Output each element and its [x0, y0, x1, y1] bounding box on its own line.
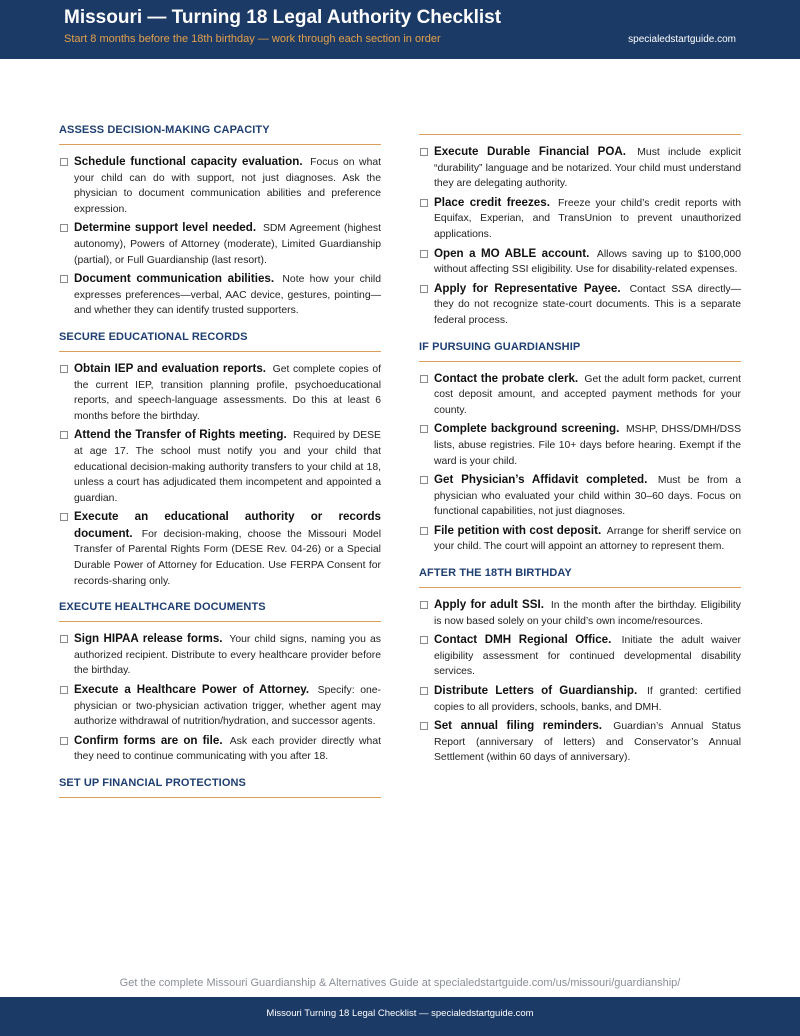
checkbox-icon[interactable]	[420, 375, 428, 383]
checklist-section-after-the-18th-birthday	[419, 567, 741, 766]
checkbox-icon[interactable]	[60, 737, 68, 745]
checklist-item	[59, 682, 381, 730]
checklist-item	[59, 427, 381, 506]
checkbox-icon[interactable]	[60, 365, 68, 373]
checklist-item	[59, 733, 381, 765]
checklist-item	[419, 421, 741, 469]
checklist-item	[419, 144, 741, 192]
item-text	[74, 154, 381, 217]
page-title: Missouri — Turning 18 Legal Authority Checklist	[64, 7, 502, 28]
checkbox-icon[interactable]	[420, 250, 428, 258]
section-divider	[419, 130, 741, 135]
item-lead: Execute Durable Financial POA.	[434, 145, 627, 158]
item-text	[434, 371, 741, 419]
item-text	[74, 271, 381, 319]
checklist-section-continued	[419, 130, 741, 329]
item-lead: Sign HIPAA release forms.	[74, 632, 223, 646]
checkbox-icon[interactable]	[60, 158, 68, 166]
item-body: Required by DESE at age 17. The school must notify you and your child that educational decision-making authority transfers to your child at 18, unless a court has adjudicated them incompetent and appointed a guardian.	[74, 430, 381, 504]
checklist-item	[59, 220, 381, 268]
item-lead: Apply for Representative Payee.	[434, 281, 621, 295]
item-lead: Contact DMH Regional Office.	[434, 633, 612, 647]
checklist-item	[419, 195, 741, 243]
item-lead: Determine support level needed.	[74, 221, 257, 235]
item-body: For decision-making, choose the Missouri Model Transfer of Parental Rights Form (DESE Rev. 04-26) or a Special Durable Power of Attorney for Education. Use FERPA Consent for records-sharing only.	[74, 528, 382, 587]
item-body: Initiate the adult waiver eligibility assessment for continued developmental disability services.	[434, 635, 741, 678]
item-lead: Execute an educational authority or records document.	[74, 510, 381, 540]
section-heading: AFTER THE 18TH BIRTHDAY	[419, 567, 741, 588]
item-lead: Document communication abilities.	[74, 272, 275, 286]
item-text	[434, 523, 741, 555]
item-body: If granted: certified copies to all providers, schools, banks, and DMH.	[434, 686, 741, 713]
checkbox-icon[interactable]	[60, 224, 68, 232]
section-heading: SECURE EDUCATIONAL RECORDS	[59, 331, 381, 352]
checklist-item	[419, 281, 741, 329]
item-text	[74, 427, 381, 506]
item-body: Note how your child expresses preferences—verbal, AAC device, gestures, pointing—and whether they can identify trusted supporters.	[74, 274, 381, 317]
item-lead: Obtain IEP and evaluation reports.	[74, 361, 267, 375]
item-text	[434, 144, 741, 192]
item-lead: Execute a Healthcare Power of Attorney.	[74, 683, 310, 697]
item-text	[74, 631, 381, 679]
checklist-item	[59, 509, 381, 589]
item-lead: Schedule functional capacity evaluation.	[74, 155, 303, 168]
checkbox-icon[interactable]	[60, 513, 68, 521]
guide-cta[interactable]: Get the complete Missouri Guardianship & Alternatives Guide at specialedstartguide.com/us/missouri/guardianship/	[119, 977, 681, 989]
checkbox-icon[interactable]	[420, 722, 428, 730]
checkbox-icon[interactable]	[420, 687, 428, 695]
checklist-item	[59, 271, 381, 319]
item-text	[434, 632, 741, 680]
item-body: Must include explicit “durability” language and be notarized. Your child must understand they are delegating authority.	[434, 147, 741, 190]
checklist-section-secure-educational-records	[59, 331, 381, 589]
page-footer	[0, 997, 800, 1036]
checkbox-icon[interactable]	[60, 635, 68, 643]
checklist-item	[419, 472, 741, 520]
item-lead: Confirm forms are on file.	[74, 733, 223, 747]
right-column	[419, 130, 741, 769]
checklist-item	[419, 597, 741, 629]
item-text	[434, 281, 741, 329]
item-lead: Place credit freezes.	[434, 195, 550, 209]
checklist-section-assess-decision-making-capacity	[59, 124, 381, 319]
item-body: Contact SSA directly—they do not recognize state-court documents. This is a separate federal process.	[434, 283, 741, 326]
item-text	[74, 220, 381, 268]
checklist-item	[419, 371, 741, 419]
site-url[interactable]: specialedstartguide.com	[628, 34, 736, 45]
section-heading: ASSESS DECISION-MAKING CAPACITY	[59, 124, 381, 145]
checklist-item	[59, 631, 381, 679]
checkbox-icon[interactable]	[420, 476, 428, 484]
page-header	[0, 0, 800, 59]
checklist-item	[59, 154, 381, 217]
item-text	[74, 733, 381, 765]
item-lead: File petition with cost deposit.	[434, 523, 602, 537]
item-body: Freeze your child’s credit reports with Equifax, Experian, and TransUnion to prevent unauthorized applications.	[434, 197, 741, 240]
checkbox-icon[interactable]	[420, 285, 428, 293]
item-body: SDM Agreement (highest autonomy), Powers of Attorney (moderate), Limited Guardianship (partial), or Full Guardianship (last resort).	[74, 223, 381, 266]
item-body: Allows saving up to $100,000 without affecting SSI eligibility. Use for disability-related expenses.	[434, 248, 741, 276]
item-body: In the month after the birthday. Eligibility is now based solely on your child’s own income/resources.	[434, 600, 741, 627]
item-body: Focus on what your child can do with support, not just diagnoses. Ask the physician to document communication abilities and preference expression.	[74, 157, 382, 215]
item-lead: Complete background screening.	[434, 422, 620, 436]
checkbox-icon[interactable]	[420, 148, 428, 156]
item-lead: Get Physician’s Affidavit completed.	[434, 473, 648, 487]
item-text	[74, 682, 381, 730]
checklist-section-execute-healthcare-documents	[59, 601, 381, 765]
checklist-item	[419, 683, 741, 715]
item-body: Get complete copies of the current IEP, transition planning profile, psychoeducational reports, and speech-language assessments. Do this at least 6 months before the birthday.	[74, 363, 381, 422]
checklist-section-if-pursuing-guardianship	[419, 341, 741, 556]
item-text	[434, 472, 741, 520]
left-column	[59, 124, 381, 807]
item-lead: Set annual filing reminders.	[434, 719, 603, 733]
section-heading: IF PURSUING GUARDIANSHIP	[419, 341, 741, 362]
item-text	[434, 683, 741, 715]
item-body: Specify: one-physician or two-physician activation trigger, whether agent may authorize withdrawal of nutrition/hydration, and successor agents.	[74, 685, 381, 728]
item-body: Get the adult form packet, current cost deposit amount, and accepted payment methods for your county.	[434, 373, 742, 416]
item-lead: Distribute Letters of Guardianship.	[434, 684, 638, 698]
item-text	[434, 246, 741, 278]
checklist-item	[59, 361, 381, 424]
checklist-item	[419, 523, 741, 555]
checkbox-icon[interactable]	[60, 275, 68, 283]
item-lead: Open a MO ABLE account.	[434, 246, 590, 260]
section-heading: EXECUTE HEALTHCARE DOCUMENTS	[59, 601, 381, 622]
item-body: Must be from a physician who evaluated your child within 30–60 days. Focus on functional capabilities, not just diagnoses.	[434, 475, 742, 518]
item-body: Arrange for sheriff service on your child. The court will appoint an attorney to represent them.	[434, 525, 741, 553]
item-body: Guardian’s Annual Status Report (anniversary of letters) and Conservator’s Annual Settlement (within 60 days of anniversary).	[434, 721, 741, 764]
checkbox-icon[interactable]	[420, 527, 428, 535]
checklist-section-set-up-financial-protections	[59, 777, 381, 798]
item-text	[434, 421, 741, 469]
item-lead: Apply for adult SSI.	[434, 598, 544, 612]
item-text	[434, 195, 741, 243]
checkbox-icon[interactable]	[420, 425, 428, 433]
item-body: MSHP, DHSS/DMH/DSS lists, abuse registries. File 10+ days before hearing. Exempt if the ward is your child.	[434, 424, 741, 467]
item-lead: Contact the probate clerk.	[434, 371, 579, 385]
item-body: Your child signs, naming you as authorized recipient. Distribute to every healthcare provider before the birthday.	[74, 634, 381, 677]
item-text	[74, 361, 381, 424]
footer-text: Missouri Turning 18 Legal Checklist — specialedstartguide.com	[266, 1008, 534, 1019]
item-lead: Attend the Transfer of Rights meeting.	[74, 428, 287, 442]
checkbox-icon[interactable]	[420, 199, 428, 207]
section-heading: SET UP FINANCIAL PROTECTIONS	[59, 777, 381, 798]
item-body: Ask each provider directly what they need to continue communicating with you after 18.	[74, 735, 381, 763]
checklist-item	[419, 632, 741, 680]
item-text	[434, 597, 741, 629]
checkbox-icon[interactable]	[60, 686, 68, 694]
page-subtitle: Start 8 months before the 18th birthday — work through each section in order	[64, 33, 441, 45]
checkbox-icon[interactable]	[420, 636, 428, 644]
checklist-item	[419, 718, 741, 766]
item-text	[434, 718, 741, 766]
checkbox-icon[interactable]	[420, 601, 428, 609]
checkbox-icon[interactable]	[60, 431, 68, 439]
item-text	[74, 509, 381, 589]
checklist-item	[419, 246, 741, 278]
